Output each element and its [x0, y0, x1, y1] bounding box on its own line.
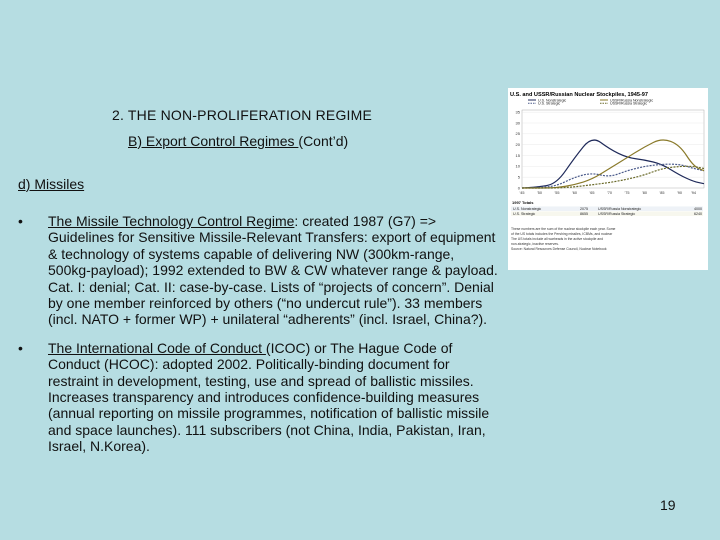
totals-value: 8655	[580, 212, 588, 216]
section-label-text: d) Missiles	[18, 176, 85, 192]
bullet-icoc-lead: The International Code of Conduct	[48, 339, 266, 356]
y-tick-label: 30	[515, 120, 520, 126]
chart-notes	[511, 227, 616, 251]
page-number: 19	[660, 497, 676, 513]
x-tick-label: ’75	[624, 191, 630, 195]
slide-subtitle	[128, 133, 348, 149]
subtitle-underlined: B) Export Control Regimes	[128, 133, 299, 149]
totals-label: USSR/Russia Nonstrategic	[598, 207, 642, 211]
bullet-mtcr	[18, 213, 498, 328]
bullet-icoc-text: (ICOC) or The Hague Code of Conduct (HCOC): adopted 2002. Politically-binding document for restraint in development, testing, use and spread of ballistic missiles. Increases transparency and introduces confidence-building measures (annual reporting on missile programmes, notification of ballistic missile and space launches). 111 subscribers (not China, India, Pakistan, Iran, Israel, N.Korea).	[48, 339, 490, 455]
chart-title: U.S. and USSR/Russian Nuclear Stockpiles, 1945-97	[510, 92, 649, 98]
stockpile-chart-svg	[508, 88, 708, 270]
chart-note-line: The US totals include all warheads in the active stockpile and	[511, 237, 603, 241]
x-tick-label: ’90	[676, 191, 683, 195]
x-tick-label: ’94	[690, 191, 697, 195]
section-label	[18, 176, 84, 192]
y-tick-label: 15	[515, 152, 520, 158]
bullet-dot: •	[18, 339, 23, 356]
bullet-dot: •	[18, 213, 23, 229]
y-tick-label: 10	[515, 163, 520, 169]
totals-title: 1997 Totals	[512, 200, 534, 205]
x-tick-label: ’50	[536, 191, 543, 195]
x-tick-label: ’80	[641, 191, 648, 195]
stockpile-chart	[508, 88, 708, 270]
totals-label: U.S. Strategic	[513, 212, 536, 216]
x-tick-label: ’85	[659, 191, 665, 195]
y-tick-label: 35	[515, 109, 520, 115]
legend-label: USSR/Russia Strategic	[610, 101, 648, 106]
y-tick-label: 20	[515, 142, 520, 148]
y-tick-label: 25	[515, 131, 520, 137]
x-tick-label: ’60	[571, 191, 578, 195]
chart-note-line: Source: Natural Resources Defense Council, Nuclear Notebook	[511, 247, 607, 251]
totals-label: U.S. Nonstrategic	[513, 207, 542, 211]
totals-value: 4000	[694, 207, 702, 211]
bullet-mtcr-text: : created 1987 (G7) => Guidelines for Sensitive Missile-Relevant Transfers: export of equipment & technology of systems capable of delivering NW (300km-range, 500kg-payload); 1992 extended to BW & CW whatever range & payload. Cat. I: denial; Cat. II: case-by-case. Lists of “projects of concern”. Denial by one member reinforced by others (“no undercut rule”). 33 members (incl. NATO + former WP) + unilateral “adherents” (incl. Israel, China?).	[48, 213, 498, 328]
y-tick-label: 0	[517, 185, 520, 191]
x-tick-label: ’55	[554, 191, 560, 195]
legend-label: U.S. Strategic	[538, 101, 561, 106]
subtitle-rest: (Cont’d)	[298, 133, 349, 149]
chart-note-line: These numbers are the sum of the nuclear stockpile each year. Some	[511, 227, 616, 231]
legend-label: U.S. Nonstrategic	[538, 98, 567, 103]
y-tick-label: 5	[517, 174, 520, 180]
totals-label: USSR/Russia Strategic	[598, 212, 636, 216]
x-tick-label: ’65	[589, 191, 595, 195]
bullet-icoc	[18, 340, 498, 455]
x-tick-label: ’70	[606, 191, 613, 195]
legend-label: USSR/Russia Nonstrategic	[610, 98, 654, 103]
chart-note-line: of the US totals includes the Pershing missiles, ICBMs, and nuclear	[511, 232, 613, 236]
slide-title: 2. THE NON-PROLIFERATION REGIME	[112, 107, 373, 123]
totals-value: 6240	[694, 212, 702, 216]
chart-note-line: non-strategic, inactive reserves.	[511, 242, 559, 246]
totals-value: 2075	[580, 207, 588, 211]
x-tick-label: ’45	[519, 191, 525, 195]
bullet-list	[18, 213, 498, 467]
bullet-mtcr-lead: The Missile Technology Control Regime	[48, 213, 295, 229]
